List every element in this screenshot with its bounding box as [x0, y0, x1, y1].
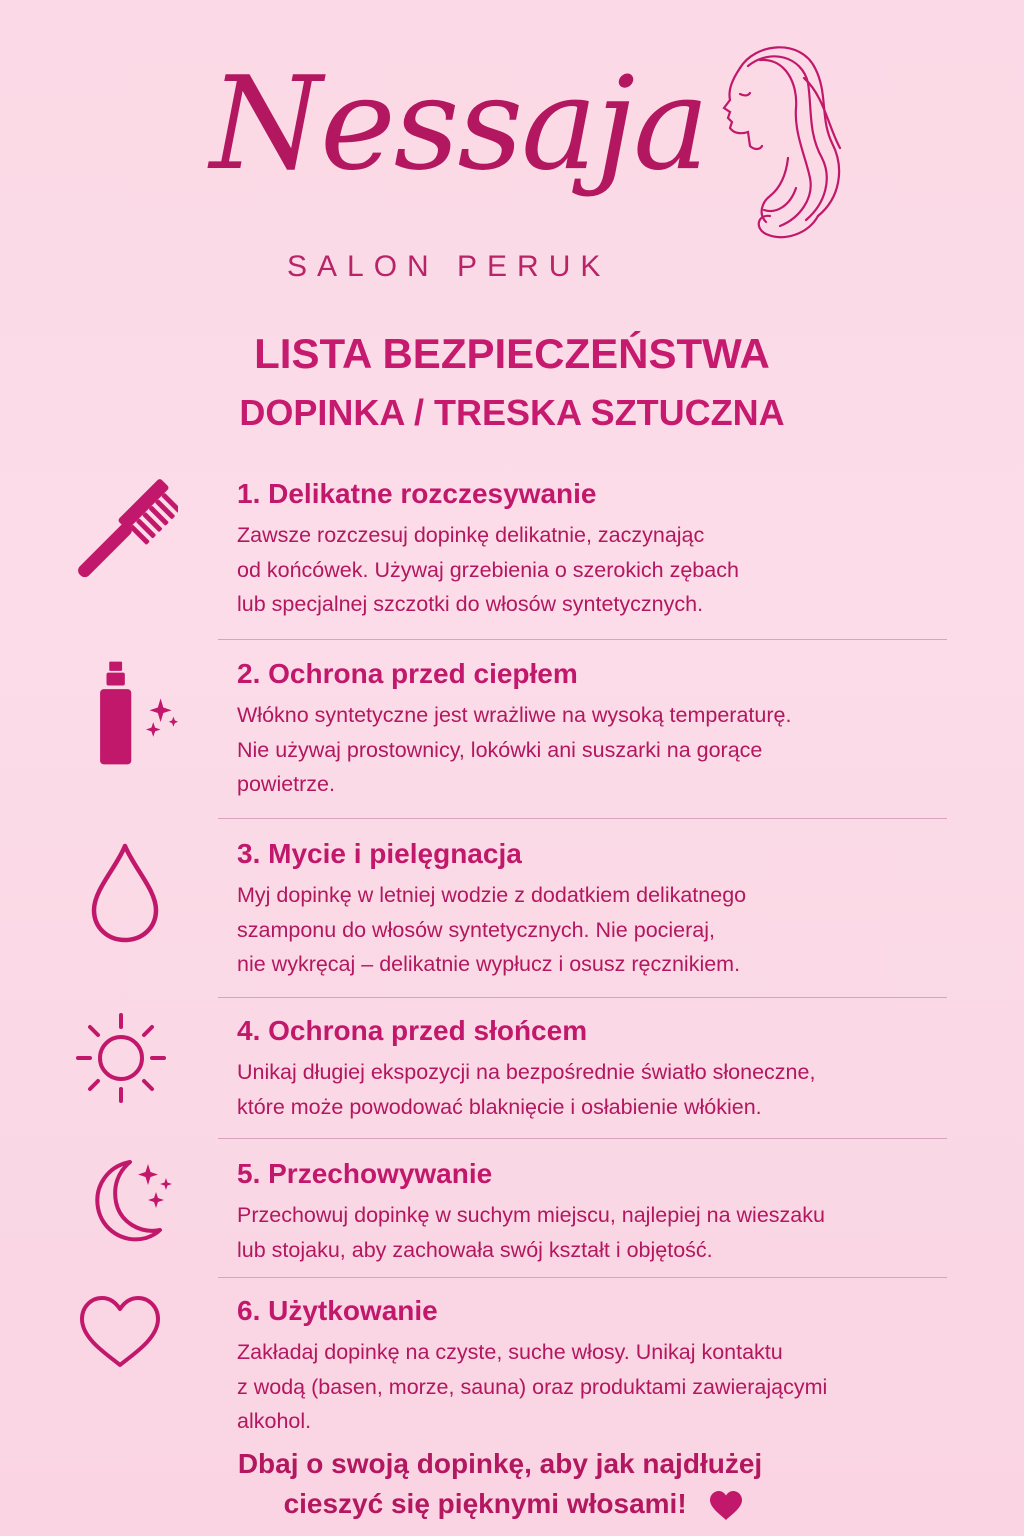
heart-icon — [708, 1490, 744, 1522]
brand-logo — [210, 40, 730, 240]
footer-line-2-text: cieszyć się pięknymi włosami! — [283, 1488, 687, 1519]
sun-icon — [68, 1010, 178, 1120]
heart-icon — [68, 1285, 178, 1395]
divider — [218, 818, 947, 819]
item-description: Włókno syntetyczne jest wrażliwe na wysoką temperaturę. Nie używaj prostownicy, lokówki ani suszarki na gorące powietrze. — [237, 703, 792, 796]
item-title: 4. Ochrona przed słońcem — [237, 1015, 588, 1046]
footer-line-1: Dbaj o swoją dopinkę, aby jak najdłużej — [237, 1448, 763, 1479]
item-title: 3. Mycie i pielęgnacja — [237, 838, 522, 869]
item-description: Zawsze rozczesuj dopinkę delikatnie, zaczynając od końcówek. Używaj grzebienia o szerokich zębach lub specjalnej szczotki do włosów syntetycznych. — [237, 523, 739, 616]
brand-subtitle: SALON PERUK — [287, 250, 611, 283]
divider — [218, 1277, 947, 1278]
comb-icon — [68, 478, 178, 588]
item-title: 1. Delikatne rozczesywanie — [237, 478, 597, 509]
moon-stars-icon — [68, 1152, 178, 1262]
item-title: 5. Przechowywanie — [237, 1158, 493, 1189]
spray-bottle-icon — [68, 658, 178, 768]
item-description: Przechowuj dopinkę w suchym miejscu, najlepiej na wieszaku lub stojaku, aby zachowała swój kształt i objętość. — [237, 1203, 825, 1262]
item-title: 2. Ochrona przed ciepłem — [237, 658, 578, 689]
woman-profile-logo-icon — [700, 38, 850, 248]
divider — [218, 997, 947, 998]
divider — [218, 1138, 947, 1139]
page-subtitle: DOPINKA / TRESKA SZTUCZNA — [239, 392, 785, 433]
page-title: LISTA BEZPIECZEŃSTWA — [254, 330, 770, 377]
divider — [218, 639, 947, 640]
item-description: Zakładaj dopinkę na czyste, suche włosy. Unikaj kontaktu z wodą (basen, morze, sauna) oraz produktami zawierającymi alkohol. — [237, 1340, 828, 1433]
footer-line-2 — [14, 1488, 1014, 1522]
item-title: 6. Użytkowanie — [237, 1295, 438, 1326]
brand-name: Nessaja — [210, 50, 708, 199]
water-drop-icon — [68, 838, 178, 948]
item-description: Unikaj długiej ekspozycji na bezpośrednie światło słoneczne, które może powodować blaknięcie i osłabienie włókien. — [237, 1060, 816, 1119]
item-description: Myj dopinkę w letniej wodzie z dodatkiem delikatnego szamponu do włosów syntetycznych. Nie pocieraj, nie wykręcaj – delikatnie wypłucz i osusz ręcznikiem. — [237, 883, 747, 976]
